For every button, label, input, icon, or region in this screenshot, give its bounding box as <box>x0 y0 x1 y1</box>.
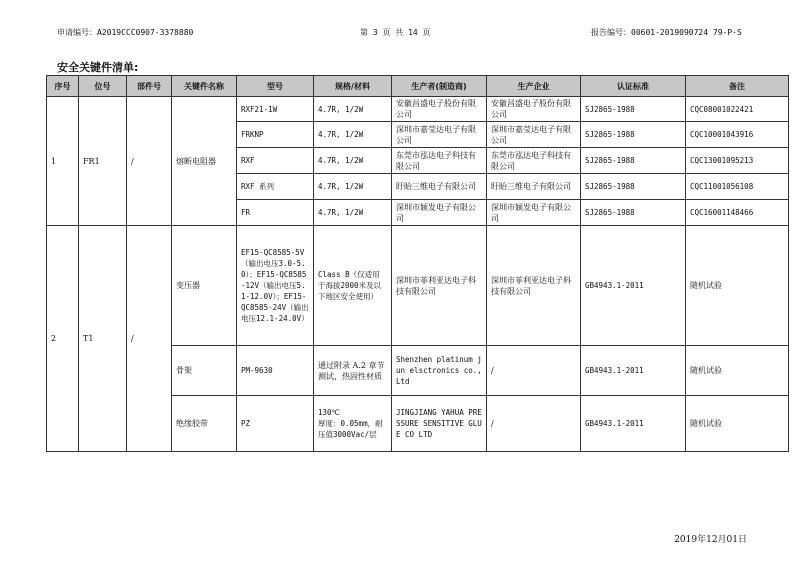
cell-component-name: 骨架 <box>172 346 237 396</box>
cell-factory: / <box>487 396 581 452</box>
col-header-seq: 序号 <box>47 76 79 97</box>
col-header-part-number: 部件号 <box>127 76 172 97</box>
cell-standard: SJ2865-1988 <box>581 97 686 122</box>
cell-factory: 深圳市嘉莹达电子有限公司 <box>487 122 581 148</box>
col-header-standard: 认证标准 <box>581 76 686 97</box>
col-header-maker: 生产者(制造商) <box>392 76 487 97</box>
cell-note: 随机试验 <box>686 396 789 452</box>
section-title: 安全关键件清单: <box>57 61 139 74</box>
cell-model: PM-9630 <box>237 346 314 396</box>
cell-note: 随机试验 <box>686 226 789 346</box>
cell-maker: JINGJIANG YAHUA PRESSURE SENSITIVE GLUE CO LTD <box>392 396 487 452</box>
col-header-position: 位号 <box>79 76 127 97</box>
cell-factory: 东莞市泓达电子科技有限公司 <box>487 148 581 174</box>
cell-part-number: / <box>127 226 172 452</box>
cell-part-number: / <box>127 97 172 226</box>
col-header-model: 型号 <box>237 76 314 97</box>
cell-model: FRKNP <box>237 122 314 148</box>
cell-note: CQC13001095213 <box>686 148 789 174</box>
cell-spec: 4.7R, 1/2W <box>314 122 392 148</box>
report-number: 报告编号：00601-2019090724 79-P-S <box>591 28 742 37</box>
cell-standard: GB4943.1-2011 <box>581 346 686 396</box>
cell-model: RXF21-1W <box>237 97 314 122</box>
cell-component-name: 变压器 <box>172 226 237 346</box>
cell-spec: 4.7R, 1/2W <box>314 148 392 174</box>
cell-maker: 东莞市泓达电子科技有限公司 <box>392 148 487 174</box>
cell-standard: GB4943.1-2011 <box>581 396 686 452</box>
cell-factory: 深圳市颖发电子有限公司 <box>487 200 581 226</box>
cell-maker: 盱眙三维电子有限公司 <box>392 174 487 200</box>
cell-maker: 深圳市颖发电子有限公司 <box>392 200 487 226</box>
cell-model: PZ <box>237 396 314 452</box>
application-number: 申请编号：A2019CCC0907-3378880 <box>57 28 194 37</box>
cell-component-name: 熔断电阻器 <box>172 97 237 226</box>
cell-standard: GB4943.1-2011 <box>581 226 686 346</box>
cell-factory: 安徽昌盛电子股份有限公司 <box>487 97 581 122</box>
cell-factory: 盱眙三维电子有限公司 <box>487 174 581 200</box>
cell-spec: 4.7R, 1/2W <box>314 200 392 226</box>
cell-factory: 深圳市菲利亚达电子科技有限公司 <box>487 226 581 346</box>
cell-model: FR <box>237 200 314 226</box>
cell-standard: SJ2865-1988 <box>581 200 686 226</box>
cell-factory: / <box>487 346 581 396</box>
cell-maker: 深圳市嘉莹达电子有限公司 <box>392 122 487 148</box>
table-row <box>47 97 789 122</box>
cell-standard: SJ2865-1988 <box>581 122 686 148</box>
page-indicator: 第 3 页 共 14 页 <box>360 28 431 37</box>
cell-note: CQC10001043916 <box>686 122 789 148</box>
col-header-component-name: 关键件名称 <box>172 76 237 97</box>
cell-spec: 4.7R, 1/2W <box>314 174 392 200</box>
cell-maker: Shenzhen platinum jun elsctronics co.,Ltd <box>392 346 487 396</box>
cell-model: RXF 系列 <box>237 174 314 200</box>
cell-note: CQC16001148466 <box>686 200 789 226</box>
key-component-table <box>46 75 789 452</box>
cell-spec: Class B（仅适用于海拔2000米及以下地区安全使用） <box>314 226 392 346</box>
cell-spec: 通过附录 A.2 章节测试，热固性材质 <box>314 346 392 396</box>
cell-seq: 2 <box>47 226 79 452</box>
col-header-note: 备注 <box>686 76 789 97</box>
cell-note: 随机试验 <box>686 346 789 396</box>
cell-maker: 深圳市菲利亚达电子科技有限公司 <box>392 226 487 346</box>
cell-note: CQC08001022421 <box>686 97 789 122</box>
cell-standard: SJ2865-1988 <box>581 148 686 174</box>
cell-model: RXF <box>237 148 314 174</box>
cell-spec: 4.7R, 1/2W <box>314 97 392 122</box>
col-header-spec: 规格/材料 <box>314 76 392 97</box>
cell-standard: SJ2865-1988 <box>581 174 686 200</box>
cell-spec: 130℃ 厚度：0.05mm，耐压值3000Vac/层 <box>314 396 392 452</box>
cell-seq: 1 <box>47 97 79 226</box>
footer-date: 2019年12月01日 <box>674 535 747 545</box>
cell-position: FR1 <box>79 97 127 226</box>
cell-component-name: 绝缘胶带 <box>172 396 237 452</box>
table-header-row <box>47 76 789 97</box>
col-header-factory: 生产企业 <box>487 76 581 97</box>
cell-position: T1 <box>79 226 127 452</box>
cell-model: EF15-QC8585-5V（输出电压3.0-5.0）；EF15-QC8585-12V（输出电压5.1-12.0V）；EF15-QC8585-24V（输出电压12.1-24.0V） <box>237 226 314 346</box>
table-row <box>47 226 789 346</box>
cell-maker: 安徽昌盛电子股份有限公司 <box>392 97 487 122</box>
cell-note: CQC11001056108 <box>686 174 789 200</box>
